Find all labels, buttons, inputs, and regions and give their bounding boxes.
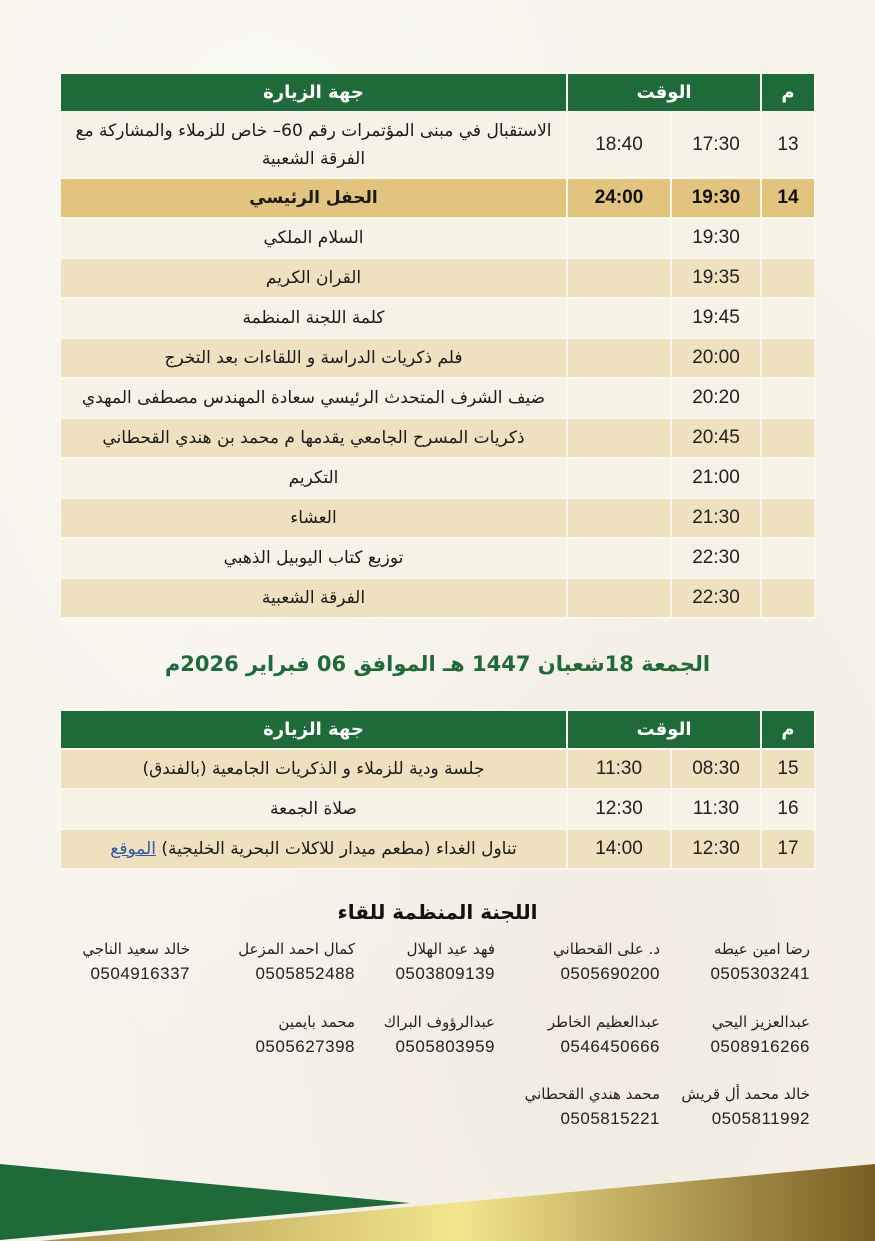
end-time — [567, 749, 671, 789]
activity-description-text: التكريم — [288, 468, 339, 488]
member-name: رضا امين عيطه — [713, 940, 810, 958]
member-phone: 0505811992 — [711, 1109, 810, 1128]
end-time-text: 11:30 — [595, 758, 643, 779]
table-header-row — [60, 710, 815, 749]
start-time-text: 22:30 — [692, 587, 740, 608]
member-phone: 0505303241 — [710, 964, 810, 983]
end-time — [567, 112, 671, 178]
end-time — [567, 578, 671, 618]
end-time — [567, 418, 671, 458]
activity-description-text: فلم ذكريات الدراسة و اللقاءات بعد التخرج — [164, 348, 463, 368]
end-time — [567, 338, 671, 378]
end-time-text: 24:00 — [594, 187, 644, 208]
end-time-text: 18:40 — [595, 134, 643, 155]
start-time-text: 08:30 — [692, 758, 740, 779]
activity-description-text: ذكريات المسرح الجامعي يقدمها م محمد بن هندي القحطاني — [102, 428, 525, 448]
table-row — [60, 378, 815, 418]
end-time — [567, 789, 671, 829]
activity-description-text: الاستقبال في مبنى المؤتمرات رقم 60– خاص للزملاء والمشاركة مع الفرقة الشعبية — [75, 121, 552, 169]
start-time — [671, 112, 761, 178]
table-row — [60, 338, 815, 378]
member-name: خالد سعيد الناجي — [82, 940, 190, 958]
committee-member — [660, 940, 810, 984]
row-number — [761, 418, 815, 458]
start-time-text: 20:20 — [692, 387, 740, 408]
committee-member — [40, 940, 190, 984]
start-time — [671, 578, 761, 618]
end-time — [567, 298, 671, 338]
header-time: الوقت — [567, 73, 761, 112]
row-number — [761, 498, 815, 538]
activity-description-text: كلمة اللجنة المنظمة — [242, 308, 385, 328]
row-number — [761, 789, 815, 829]
member-name: كمال احمد المزعل — [238, 940, 355, 958]
row-number — [761, 338, 815, 378]
activity-description — [60, 538, 567, 578]
schedule-table-evening — [59, 72, 816, 619]
activity-description — [60, 418, 567, 458]
activity-description — [60, 498, 567, 538]
member-phone: 0504916337 — [90, 964, 190, 983]
end-time — [567, 378, 671, 418]
committee-member — [660, 1013, 810, 1057]
start-time-text: 22:30 — [692, 547, 740, 568]
end-time — [567, 178, 671, 218]
start-time-text: 19:30 — [692, 227, 740, 248]
start-time-text: 11:30 — [692, 798, 740, 819]
member-phone: 0505627398 — [255, 1037, 355, 1056]
header-time: الوقت — [567, 710, 761, 749]
table-row — [60, 218, 815, 258]
committee-member — [205, 1013, 355, 1057]
schedule-table-friday — [59, 709, 816, 870]
start-time — [671, 789, 761, 829]
activity-description — [60, 112, 567, 178]
member-name: محمد هندي القحطاني — [524, 1085, 660, 1103]
end-time — [567, 829, 671, 869]
start-time — [671, 378, 761, 418]
table-row — [60, 538, 815, 578]
activity-description-text: العشاء — [290, 508, 337, 528]
activity-description-text: تناول الغداء (مطعم ميدار للاكلات البحرية الخليجية) — [161, 839, 517, 859]
member-name: عبدالرؤوف البراك — [383, 1013, 495, 1031]
table-row — [60, 578, 815, 618]
row-number — [761, 112, 815, 178]
start-time — [671, 829, 761, 869]
row-number-text: 14 — [777, 187, 799, 208]
activity-description-text: جلسة ودية للزملاء و الذكريات الجامعية (بالفندق) — [142, 759, 485, 779]
row-number — [761, 258, 815, 298]
row-number-text: 16 — [777, 798, 799, 819]
start-time — [671, 178, 761, 218]
row-number — [761, 829, 815, 869]
member-phone: 0505803959 — [395, 1037, 495, 1056]
start-time-text: 20:00 — [692, 347, 740, 368]
activity-description — [60, 578, 567, 618]
start-time — [671, 749, 761, 789]
member-name: عبدالعظيم الخاطر — [547, 1013, 660, 1031]
row-number — [761, 378, 815, 418]
end-time — [567, 458, 671, 498]
row-number — [761, 538, 815, 578]
table-row — [60, 749, 815, 789]
activity-description-text: القران الكريم — [265, 268, 362, 288]
activity-description-text: صلاة الجمعة — [270, 799, 357, 819]
member-phone: 0546450666 — [560, 1037, 660, 1056]
table-row — [60, 112, 815, 178]
start-time — [671, 538, 761, 578]
table-row — [60, 789, 815, 829]
committee-member — [510, 940, 660, 984]
member-phone: 0505815221 — [560, 1109, 660, 1128]
start-time-text: 20:45 — [692, 427, 740, 448]
header-num: م — [761, 73, 815, 112]
start-time-text: 21:30 — [692, 507, 740, 528]
start-time-text: 17:30 — [692, 134, 740, 155]
row-number-text: 13 — [777, 134, 799, 155]
row-number — [761, 749, 815, 789]
activity-description — [60, 338, 567, 378]
row-number — [761, 578, 815, 618]
activity-description-text: السلام الملكي — [263, 228, 364, 248]
start-time-text: 21:00 — [692, 467, 740, 488]
table-header-row — [60, 73, 815, 112]
start-time — [671, 218, 761, 258]
activity-description — [60, 218, 567, 258]
row-number-text: 17 — [777, 838, 799, 859]
end-time — [567, 218, 671, 258]
committee-member — [510, 1085, 660, 1129]
end-time — [567, 258, 671, 298]
activity-description-text: الفرقة الشعبية — [261, 588, 366, 608]
start-time — [671, 458, 761, 498]
activity-description — [60, 789, 567, 829]
committee-member — [205, 940, 355, 984]
start-time — [671, 418, 761, 458]
committee-member — [660, 1085, 810, 1129]
end-time — [567, 498, 671, 538]
member-phone: 0505852488 — [255, 964, 355, 983]
activity-description — [60, 378, 567, 418]
activity-description — [60, 178, 567, 218]
committee-member — [345, 1013, 495, 1057]
start-time — [671, 338, 761, 378]
row-number — [761, 218, 815, 258]
activity-description-text: ضيف الشرف المتحدث الرئيسي سعادة المهندس مصطفى المهدي — [81, 388, 546, 408]
start-time — [671, 498, 761, 538]
member-phone: 0503809139 — [395, 964, 495, 983]
table-row — [60, 829, 815, 869]
activity-description — [60, 258, 567, 298]
committee-member — [345, 940, 495, 984]
start-time-text: 19:30 — [691, 187, 741, 208]
end-time-text: 12:30 — [595, 798, 643, 819]
end-time — [567, 538, 671, 578]
committee-member — [510, 1013, 660, 1057]
table-row — [60, 418, 815, 458]
activity-description — [60, 749, 567, 789]
member-name: فهد عيد الهلال — [406, 940, 495, 958]
member-name: د. على القحطاني — [553, 940, 660, 958]
table-row — [60, 178, 815, 218]
member-phone: 0505690200 — [560, 964, 660, 983]
start-time-text: 19:45 — [692, 307, 740, 328]
member-phone: 0508916266 — [710, 1037, 810, 1056]
committee-title: اللجنة المنظمة للقاء — [337, 900, 538, 924]
activity-description — [60, 298, 567, 338]
header-desc: جهة الزيارة — [60, 710, 567, 749]
start-time — [671, 298, 761, 338]
member-name: محمد بايمين — [278, 1013, 355, 1031]
header-num: م — [761, 710, 815, 749]
day-heading: الجمعة 18شعبان 1447 هـ الموافق 06 فبراير 2026م — [164, 652, 711, 676]
row-number — [761, 298, 815, 338]
table-row — [60, 258, 815, 298]
activity-description — [60, 829, 567, 869]
start-time-text: 12:30 — [692, 838, 740, 859]
activity-description-text: الحفل الرئيسي — [249, 188, 378, 208]
member-name: خالد محمد أل قريش — [681, 1085, 810, 1103]
table-row — [60, 498, 815, 538]
end-time-text: 14:00 — [595, 838, 643, 859]
header-desc: جهة الزيارة — [60, 73, 567, 112]
location-link[interactable]: الموقع — [110, 839, 156, 859]
row-number — [761, 458, 815, 498]
start-time — [671, 258, 761, 298]
row-number-text: 15 — [777, 758, 799, 779]
activity-description — [60, 458, 567, 498]
row-number — [761, 178, 815, 218]
table-row — [60, 298, 815, 338]
bottom-decoration — [0, 1140, 875, 1241]
member-name: عبدالعزيز اليحي — [711, 1013, 810, 1031]
table-row — [60, 458, 815, 498]
activity-description-text: توزيع كتاب اليوبيل الذهبي — [223, 548, 404, 568]
start-time-text: 19:35 — [692, 267, 740, 288]
